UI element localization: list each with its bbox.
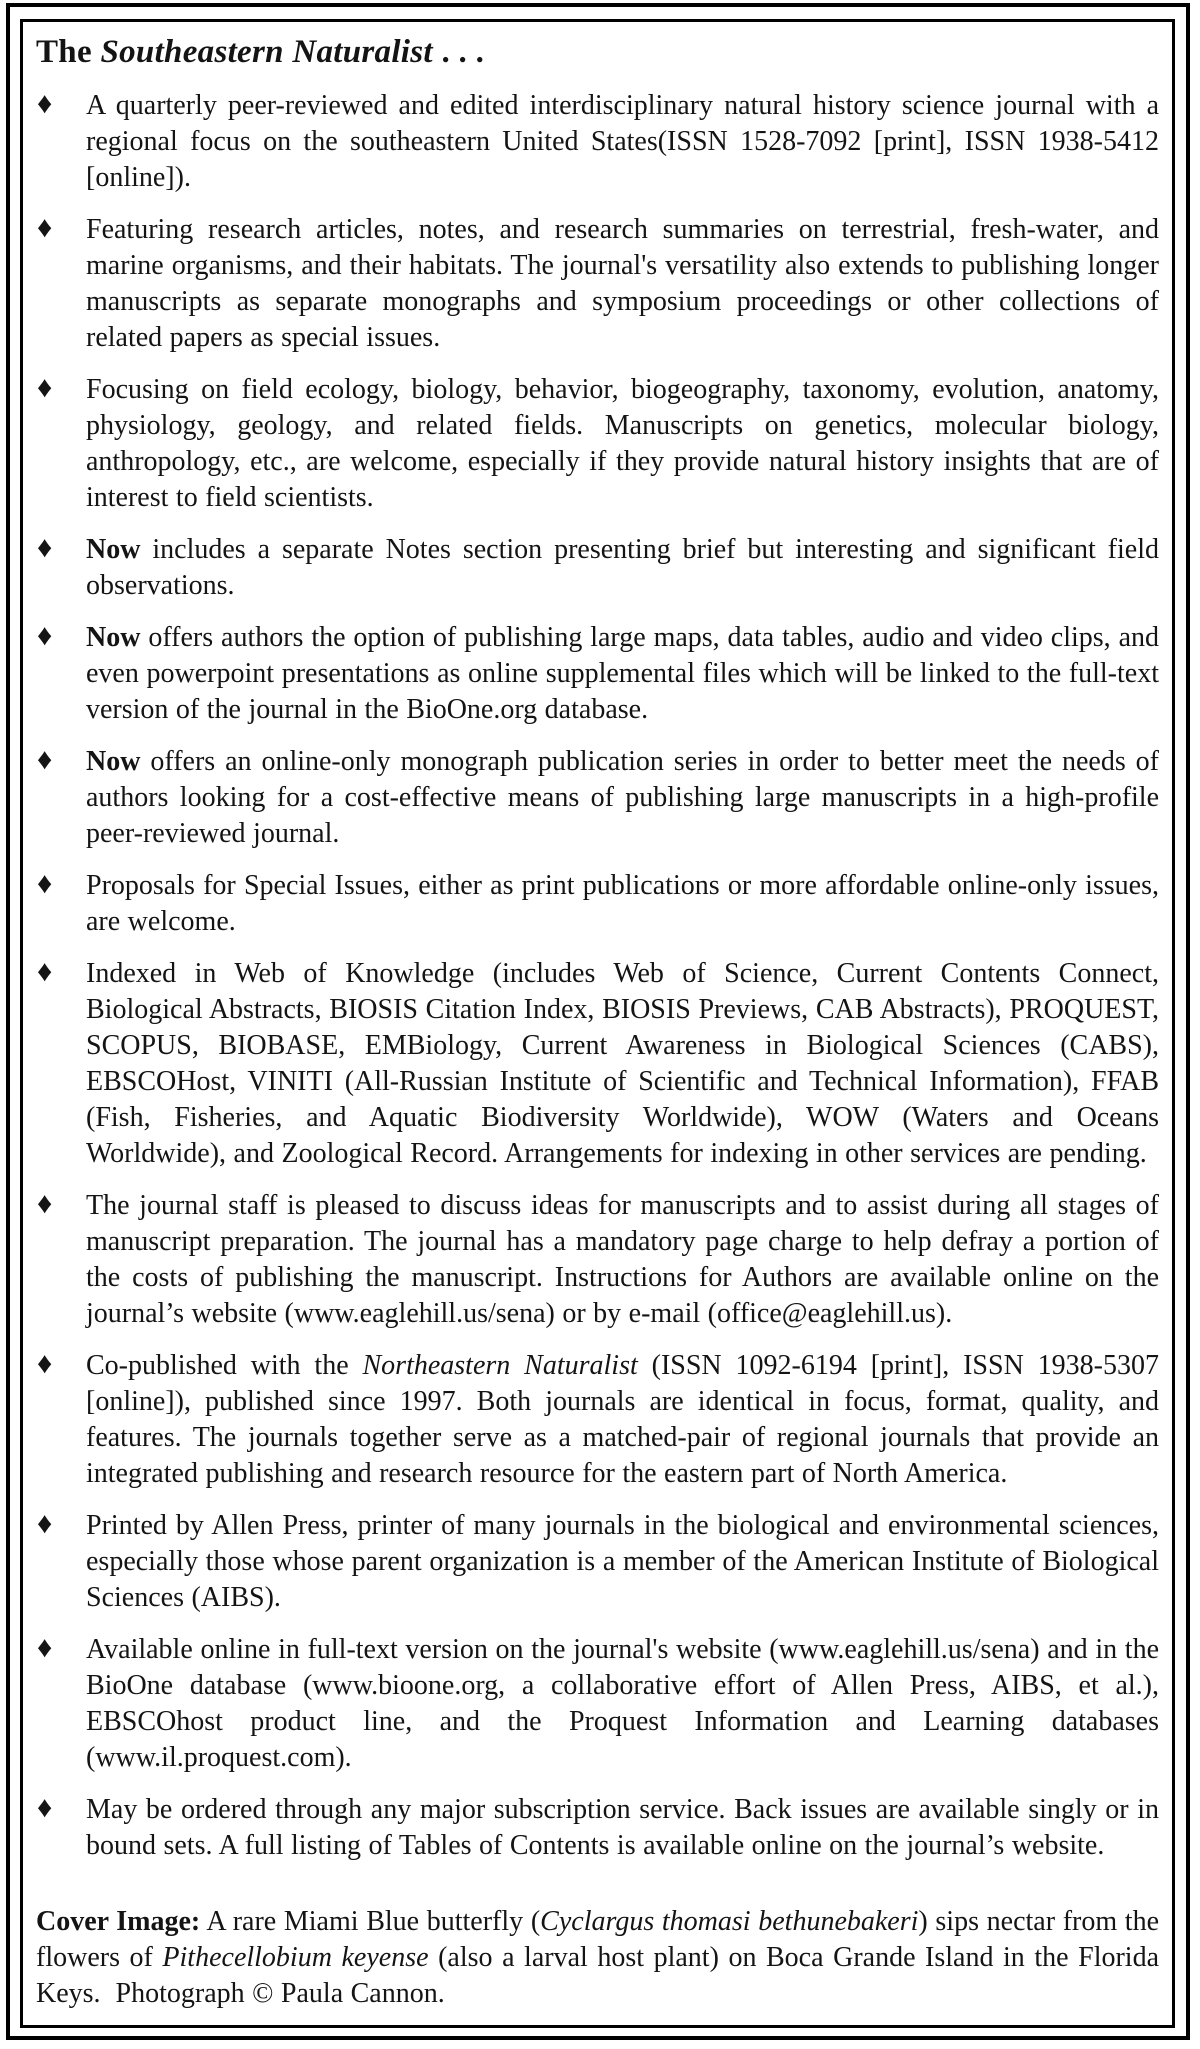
- page-content: [23, 22, 1172, 2028]
- page-title: [36, 32, 1159, 72]
- bullet-text: [86, 88, 1159, 196]
- diamond-bullet-icon: ♦: [37, 371, 53, 404]
- journal-name: Southeastern Naturalist: [100, 34, 433, 70]
- text-segment: Cyclargus thomasi bethunebakeri: [540, 1906, 919, 1937]
- diamond-bullet-icon: ♦: [37, 531, 53, 564]
- bullet-item: [36, 744, 1159, 852]
- bullet-text: [86, 620, 1159, 728]
- bullet-list: [36, 88, 1159, 1864]
- text-segment: Available online in full-text version on the journal's website (www.eaglehill.us/sena) and in the BioOne database (www.bioone.org, a collaborative effort of Allen Press, AIBS, et al.), EBSCOhost product line, and the Proquest Information and Learning databases (www.il.proquest.com).: [86, 1634, 1159, 1773]
- text-segment: Featuring research articles, notes, and research summaries on terrestrial, fresh-water, and marine organisms, and their habitats. The journal's versatility also extends to publishing longer manuscripts as separate monographs and symposium proceedings or other collections of related papers as special issues.: [86, 214, 1159, 353]
- bullet-text: [86, 868, 1159, 940]
- text-segment: (ISSN 1092-6194 [print], ISSN 1938-5307 [online]), published since 1997. Both journals are identical in focus, format, quality, and features. The journals together serve as a matched-pair of regional journals that provide an integrated publishing and research resource for the eastern part of North America.: [86, 1350, 1159, 1489]
- bullet-text: [86, 1792, 1159, 1864]
- bullet-text: [86, 1632, 1159, 1776]
- bullet-text: [86, 956, 1159, 1172]
- bullet-item: [36, 956, 1159, 1172]
- diamond-bullet-icon: ♦: [37, 211, 53, 244]
- text-segment: offers an online-only monograph publication series in order to better meet the needs of authors looking for a cost-effective means of publishing large manuscripts in a high-profile peer-reviewed journal.: [86, 746, 1159, 849]
- diamond-bullet-icon: ♦: [37, 1347, 53, 1380]
- text-segment: Now: [86, 746, 141, 777]
- bullet-item: [36, 1188, 1159, 1332]
- text-segment: Cover Image:: [36, 1906, 201, 1937]
- bullet-item: [36, 88, 1159, 196]
- bullet-item: [36, 372, 1159, 516]
- diamond-bullet-icon: ♦: [37, 1187, 53, 1220]
- diamond-bullet-icon: ♦: [37, 743, 53, 776]
- bullet-item: [36, 532, 1159, 604]
- bullet-text: [86, 1348, 1159, 1492]
- bullet-text: [86, 372, 1159, 516]
- text-segment: ) sips nectar from the flowers of: [36, 1906, 1160, 1973]
- text-segment: A rare Miami Blue butterfly (: [200, 1906, 541, 1937]
- text-segment: A quarterly peer-reviewed and edited interdisciplinary natural history science journal with a regional focus on the southeastern United States(ISSN 1528-7092 [print], ISSN 1938-5412 [online]).: [86, 90, 1159, 193]
- text-segment: includes a separate Notes section presenting brief but interesting and significant field observations.: [86, 534, 1159, 601]
- text-segment: Now: [86, 622, 141, 653]
- text-segment: Pithecellobium keyense: [162, 1942, 429, 1973]
- text-segment: offers authors the option of publishing large maps, data tables, audio and video clips, and even powerpoint presentations as online supplemental files which will be linked to the full-text version of the journal in the BioOne.org database.: [86, 622, 1159, 725]
- diamond-bullet-icon: ♦: [37, 87, 53, 120]
- text-segment: The journal staff is pleased to discuss ideas for manuscripts and to assist during all stages of manuscript preparation. The journal has a mandatory page charge to help defray a portion of the costs of publishing the manuscript. Instructions for Authors are available online on the journal’s website (www.eaglehill.us/sena) or by e-mail (office@eaglehill.us).: [86, 1190, 1159, 1329]
- diamond-bullet-icon: ♦: [37, 1631, 53, 1664]
- bullet-item: [36, 1508, 1159, 1616]
- title-prefix: The: [36, 34, 101, 70]
- bullet-item: [36, 1792, 1159, 1864]
- text-segment: May be ordered through any major subscription service. Back issues are available singly or in bound sets. A full listing of Tables of Contents is available online on the journal’s website.: [86, 1794, 1159, 1861]
- bullet-text: [86, 212, 1159, 356]
- diamond-bullet-icon: ♦: [37, 1791, 53, 1824]
- text-segment: Northeastern Naturalist: [362, 1350, 638, 1381]
- bullet-item: [36, 212, 1159, 356]
- bullet-text: [86, 1508, 1159, 1616]
- inner-border: [20, 19, 1175, 2028]
- diamond-bullet-icon: ♦: [37, 619, 53, 652]
- bullet-text: [86, 744, 1159, 852]
- diamond-bullet-icon: ♦: [37, 955, 53, 988]
- text-segment: (also a larval host plant) on Boca Grande Island in the Florida Keys. Photograph © Paula Cannon.: [36, 1942, 1160, 2009]
- diamond-bullet-icon: ♦: [37, 1507, 53, 1540]
- text-segment: Indexed in Web of Knowledge (includes Web of Science, Current Contents Connect, Biological Abstracts, BIOSIS Citation Index, BIOSIS Previews, CAB Abstracts), PROQUEST, SCOPUS, BIOBASE, EMBiology, Current Awareness in Biological Sciences (CABS), EBSCOHost, VINITI (All-Russian Institute of Scientific and Technical Information), FFAB (Fish, Fisheries, and Aquatic Biodiversity Worldwide), WOW (Waters and Oceans Worldwide), and Zoological Record. Arrangements for indexing in other services are pending.: [86, 958, 1159, 1169]
- bullet-item: [36, 1632, 1159, 1776]
- diamond-bullet-icon: ♦: [37, 867, 53, 900]
- text-segment: Now: [86, 534, 141, 565]
- cover-image-note: [36, 1904, 1159, 2012]
- bullet-item: [36, 1348, 1159, 1492]
- bullet-text: [86, 1188, 1159, 1332]
- text-segment: Printed by Allen Press, printer of many journals in the biological and environmental sciences, especially those whose parent organization is a member of the American Institute of Biological Sciences (AIBS).: [86, 1510, 1159, 1613]
- text-segment: Proposals for Special Issues, either as print publications or more affordable online-only issues, are welcome.: [86, 870, 1159, 937]
- bullet-item: [36, 620, 1159, 728]
- bullet-item: [36, 868, 1159, 940]
- text-segment: Focusing on field ecology, biology, behavior, biogeography, taxonomy, evolution, anatomy, physiology, geology, and related fields. Manuscripts on genetics, molecular biology, anthropology, etc., are welcome, especially if they provide natural history insights that are of interest to field scientists.: [86, 374, 1159, 513]
- text-segment: Co-published with the: [86, 1350, 363, 1381]
- outer-border: [6, 3, 1190, 2040]
- title-ellipsis: . . .: [432, 34, 485, 70]
- bullet-text: [86, 532, 1159, 604]
